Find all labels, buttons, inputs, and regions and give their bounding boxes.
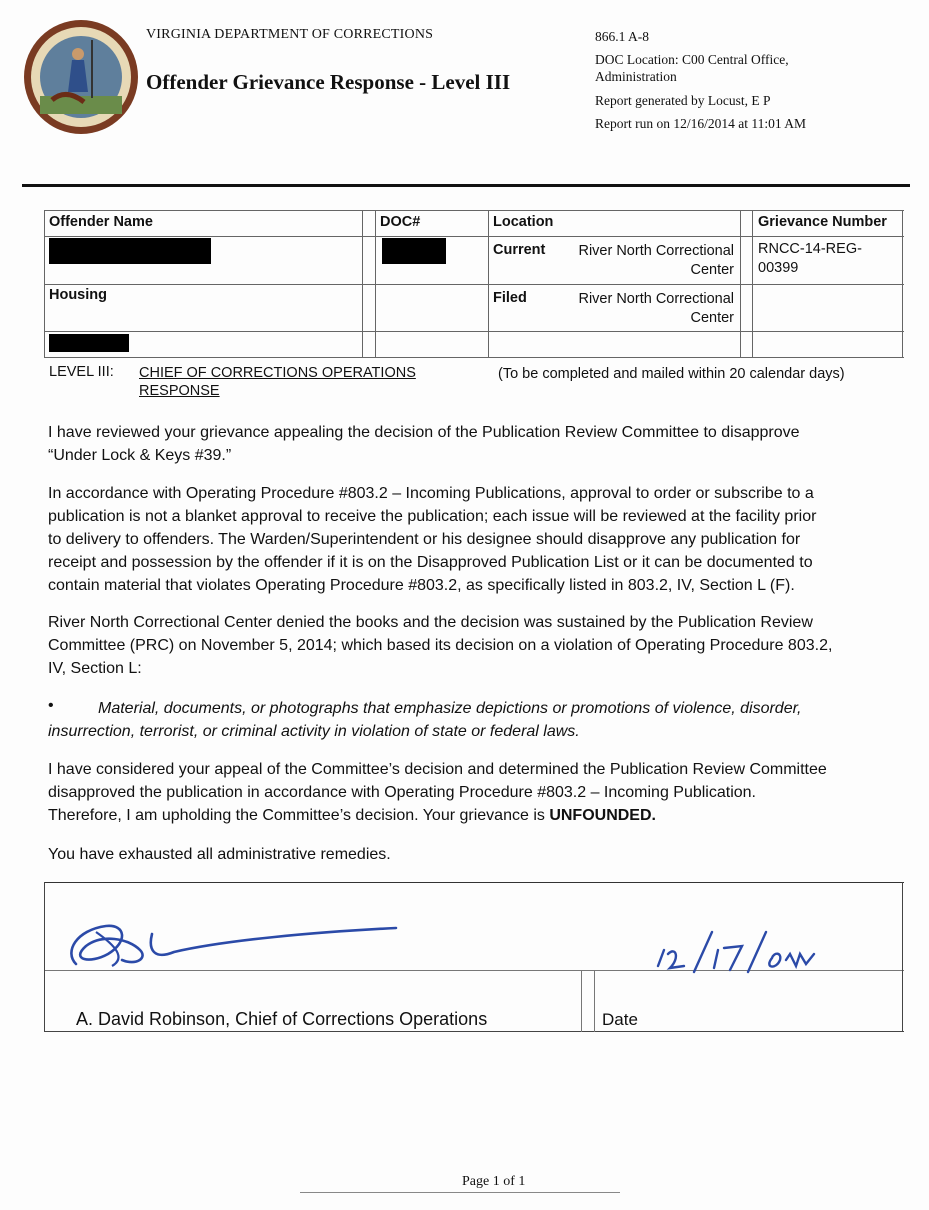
agency-name: VIRGINIA DEPARTMENT OF CORRECTIONS [146,27,434,42]
paragraph-procedure: In accordance with Operating Procedure #803.2 – Incoming Publications, approval to order or subscribe to a publication is not a blanket approval to receive the publication; each issue will be reviewed at the facility prior to delivery to offenders. The Warden/Superintendent or his designee should disapprove any publication for receipt and possession by the offender if it is on the Disapproved Publication List or it can be documented to contain material that violates Operating Procedure #803.2, as specifically listed in 803.2, IV, Section L (F). [48,485,817,594]
date-label: Date [602,1010,638,1029]
virginia-seal-icon [22,18,140,136]
paragraph-review: I have reviewed your grievance appealing the decision of the Publication Review Committee to disapprove “Under Lock & Keys #39.” [48,424,800,464]
paragraph-denial: River North Correctional Center denied the books and the decision was sustained by the Publication Review Committee (PRC) on November 5, 2014; which based its decision on a violation of Operating Procedure 803.2, IV, Section L: [48,614,833,677]
doc-location-line2: Administration [595,69,677,84]
completion-deadline: (To be completed and mailed within 20 calendar days) [498,366,845,382]
redacted-offender-name [49,238,211,264]
document-title: Offender Grievance Response - Level III [146,70,511,94]
filed-location-label: Filed [493,290,527,306]
current-location-value: River North Correctional Center [578,243,734,278]
bullet-marker: • [48,697,54,714]
paragraph-remedies: You have exhausted all administrative remedies. [48,846,391,863]
report-run-on: Report run on 12/16/2014 at 11:01 AM [595,116,806,131]
signer-name: A. David Robinson, Chief of Corrections Operations [76,1009,488,1029]
housing-label: Housing [49,287,107,303]
redacted-doc-number [382,238,446,264]
paragraph-decision: I have considered your appeal of the Committee’s decision and determined the Publication Review Committee disapproved the publication in accordance with Operating Procedure #803.2 – Incoming Publication. Therefore, I am upholding the Committee’s decision. Your grievance is UNFOUNDED. [48,761,827,824]
decision-unfounded: UNFOUNDED. [549,807,656,824]
redacted-housing [49,334,129,352]
bullet-item: Material, documents, or photographs that emphasize depictions or promotions of violence, disorder, insurrection, terrorist, or criminal activity in violation of state or federal laws. [48,700,802,740]
filed-location-value: River North Correctional Center [578,291,734,326]
form-number: 866.1 A-8 [595,29,649,44]
level-title: CHIEF OF CORRECTIONS OPERATIONS RESPONSE [139,365,416,399]
footer-divider [300,1192,620,1193]
header-offender-name: Offender Name [49,214,153,230]
header-location: Location [493,214,554,230]
page-number: Page 1 of 1 [462,1174,526,1189]
handwritten-signature [56,912,416,972]
handwritten-date [650,928,820,978]
grievance-number-value: RNCC-14-REG- 00399 [758,241,862,276]
doc-location-line1: DOC Location: C00 Central Office, [595,52,789,67]
offender-info-table [44,210,904,358]
level-label: LEVEL III: [49,364,114,380]
header-doc-number: DOC# [380,214,421,230]
header-grievance-number: Grievance Number [758,214,887,230]
current-location-label: Current [493,242,546,258]
header-divider [22,184,910,187]
report-generated-by: Report generated by Locust, E P [595,93,771,108]
